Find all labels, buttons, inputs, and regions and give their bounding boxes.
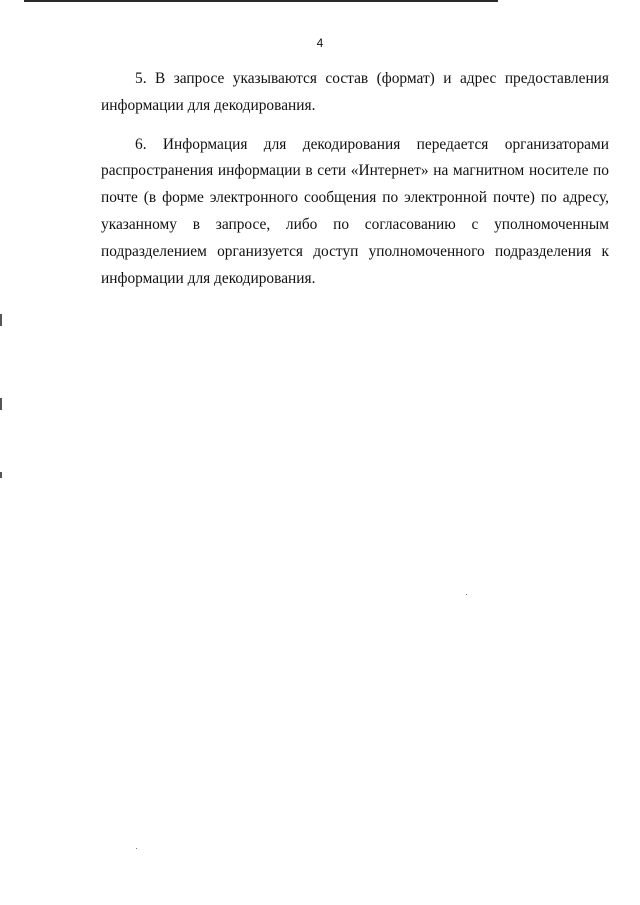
scan-speck — [466, 594, 467, 595]
scan-edge-mark — [0, 314, 2, 326]
scan-top-border — [24, 0, 498, 2]
page-number: 4 — [316, 36, 324, 50]
paragraph-5: 5. В запросе указываются состав (формат) и адрес предоставления информации для декодирования. — [101, 70, 609, 114]
document-body — [101, 66, 609, 304]
paragraph-6: 6. Информация для декодирования передается организаторами распространения информации в сети «Интернет» на магнитном носителе по почте (в форме электронного сообщения по электронной почте) по адресу, указанному в запросе, либо по согласованию с уполномоченным подразделением организуется доступ уполномоченного подразделения к информации для декодирования. — [101, 135, 609, 287]
scan-speck — [136, 848, 137, 849]
scan-edge-mark — [0, 398, 2, 410]
scan-edge-mark — [0, 472, 2, 478]
